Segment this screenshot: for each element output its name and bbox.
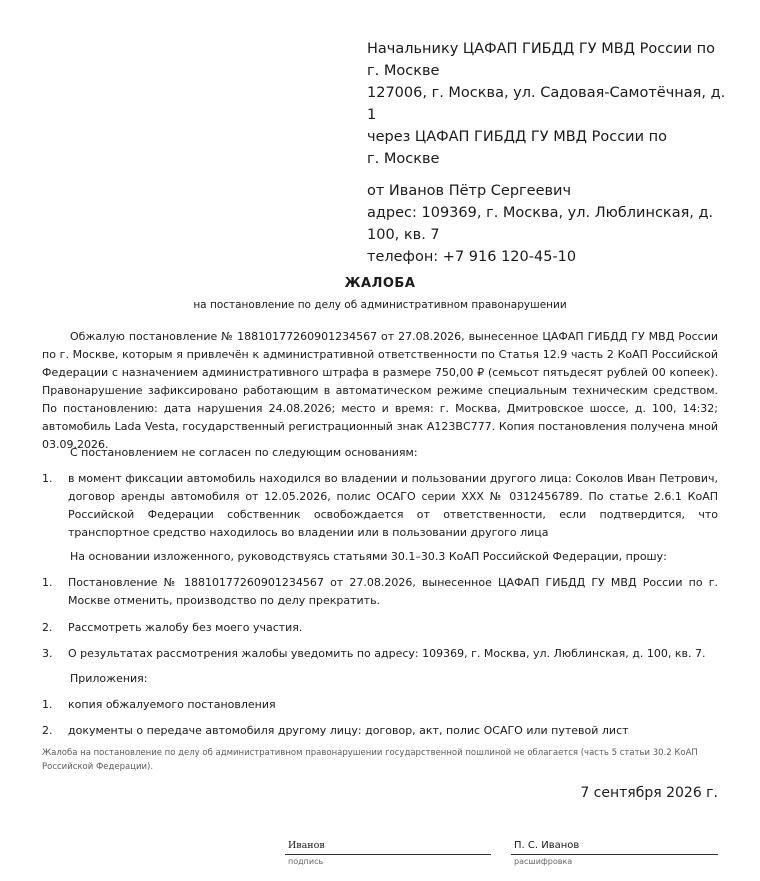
addressee-line: через ЦАФАП ГИБДД ГУ МВД России по [367, 129, 667, 145]
list-text: О результатах рассмотрения жалобы уведомить по адресу: 109369, г. Москва, ул. Люблинская, д. 100, кв. 7. [68, 647, 706, 660]
signature-caption: подпись [288, 857, 324, 866]
document-date: 7 сентября 2026 г. [580, 785, 718, 801]
sender-line: телефон: +7 916 120-45-10 [367, 249, 577, 265]
sender-line: 100, кв. 7 [367, 227, 440, 243]
addressee-line: 127006, г. Москва, ул. Садовая-Самотёчная, д. 1 [367, 85, 726, 123]
decryption-line [511, 854, 718, 855]
decryption-value: П. С. Иванов [514, 840, 580, 851]
list-text: в момент фиксации автомобиль находился во владении и пользовании другого лица: Соколов Иван Петрович, договор аренды автомобиля от 12.05.2026, полис ОСАГО серии ХХХ № 0312456789. По статье 2.6.1 КоАП Российской Федерации собственник освобождается от ответственности, если подтвердится, что транспортное средство находилось во владении или в пользовании другого лица [68, 472, 718, 539]
addressee-line: г. Москве [367, 63, 440, 79]
grounds-heading: С постановлением не согласен по следующим основаниям: [70, 446, 418, 459]
decryption-caption: расшифровка [514, 857, 573, 866]
signature-line [285, 854, 491, 855]
addressee-line: г. Москве [367, 151, 440, 167]
addressee-block [367, 38, 727, 268]
list-text: документы о передаче автомобиля другому лицу: договор, акт, полис ОСАГО или путевой лист [68, 724, 629, 737]
list-number: 1. [42, 698, 53, 711]
list-number: 3. [42, 647, 53, 660]
list-number: 1. [42, 576, 53, 589]
decryption-block [511, 838, 718, 866]
sender-line: адрес: 109369, г. Москва, ул. Люблинская, д. [367, 205, 714, 221]
document-subtitle: на постановление по делу об административном правонарушении [193, 299, 567, 311]
list-text: Постановление № 18810177260901234567 от 27.08.2026, вынесенное ЦАФАП ГИБДД ГУ МВД России по г. Москве отменить, производство по делу прекратить. [68, 576, 718, 607]
addressee-line: Начальнику ЦАФАП ГИБДД ГУ МВД России по [367, 41, 715, 57]
list-text: копия обжалуемого постановления [68, 698, 276, 711]
list-number: 2. [42, 621, 53, 634]
fee-footnote: Жалоба на постановление по делу об административном правонарушении государственной пошлиной не облагается (часть 5 статьи 30.2 КоАП Российской Федерации). [42, 748, 698, 772]
signature-block [285, 838, 491, 866]
signature-value: Иванов [288, 840, 325, 851]
list-number: 1. [42, 472, 53, 485]
intro-paragraph: Обжалую постановление № 18810177260901234567 от 27.08.2026, вынесенное ЦАФАП ГИБДД ГУ МВД России по г. Москве, которым я привлечён к административной ответственности по Статья 12.9 часть 2 КоАП Российской Федерации с назначением административного штрафа в размере 750,00 ₽ (семьсот пятьдесят рублей 00 копеек). Правонарушение зафиксировано работающим в автоматическом режиме специальным техническим средством. По постановлению: дата нарушения 24.08.2026; место и время: г. Москва, Дмитровское шоссе, д. 100, 14:32; автомобиль Lada Vesta, государственный регистрационный знак А123ВС777. Копия постановления получена мной 03.09.2026. [42, 330, 718, 451]
sender-line: от Иванов Пётр Сергеевич [367, 183, 572, 199]
list-text: Рассмотреть жалобу без моего участия. [68, 621, 303, 634]
request-heading: На основании изложенного, руководствуясь статьями 30.1–30.3 КоАП Российской Федерации, прошу: [70, 550, 667, 563]
document-title: ЖАЛОБА [344, 276, 416, 291]
attachments-heading: Приложения: [70, 672, 148, 685]
list-number: 2. [42, 724, 53, 737]
